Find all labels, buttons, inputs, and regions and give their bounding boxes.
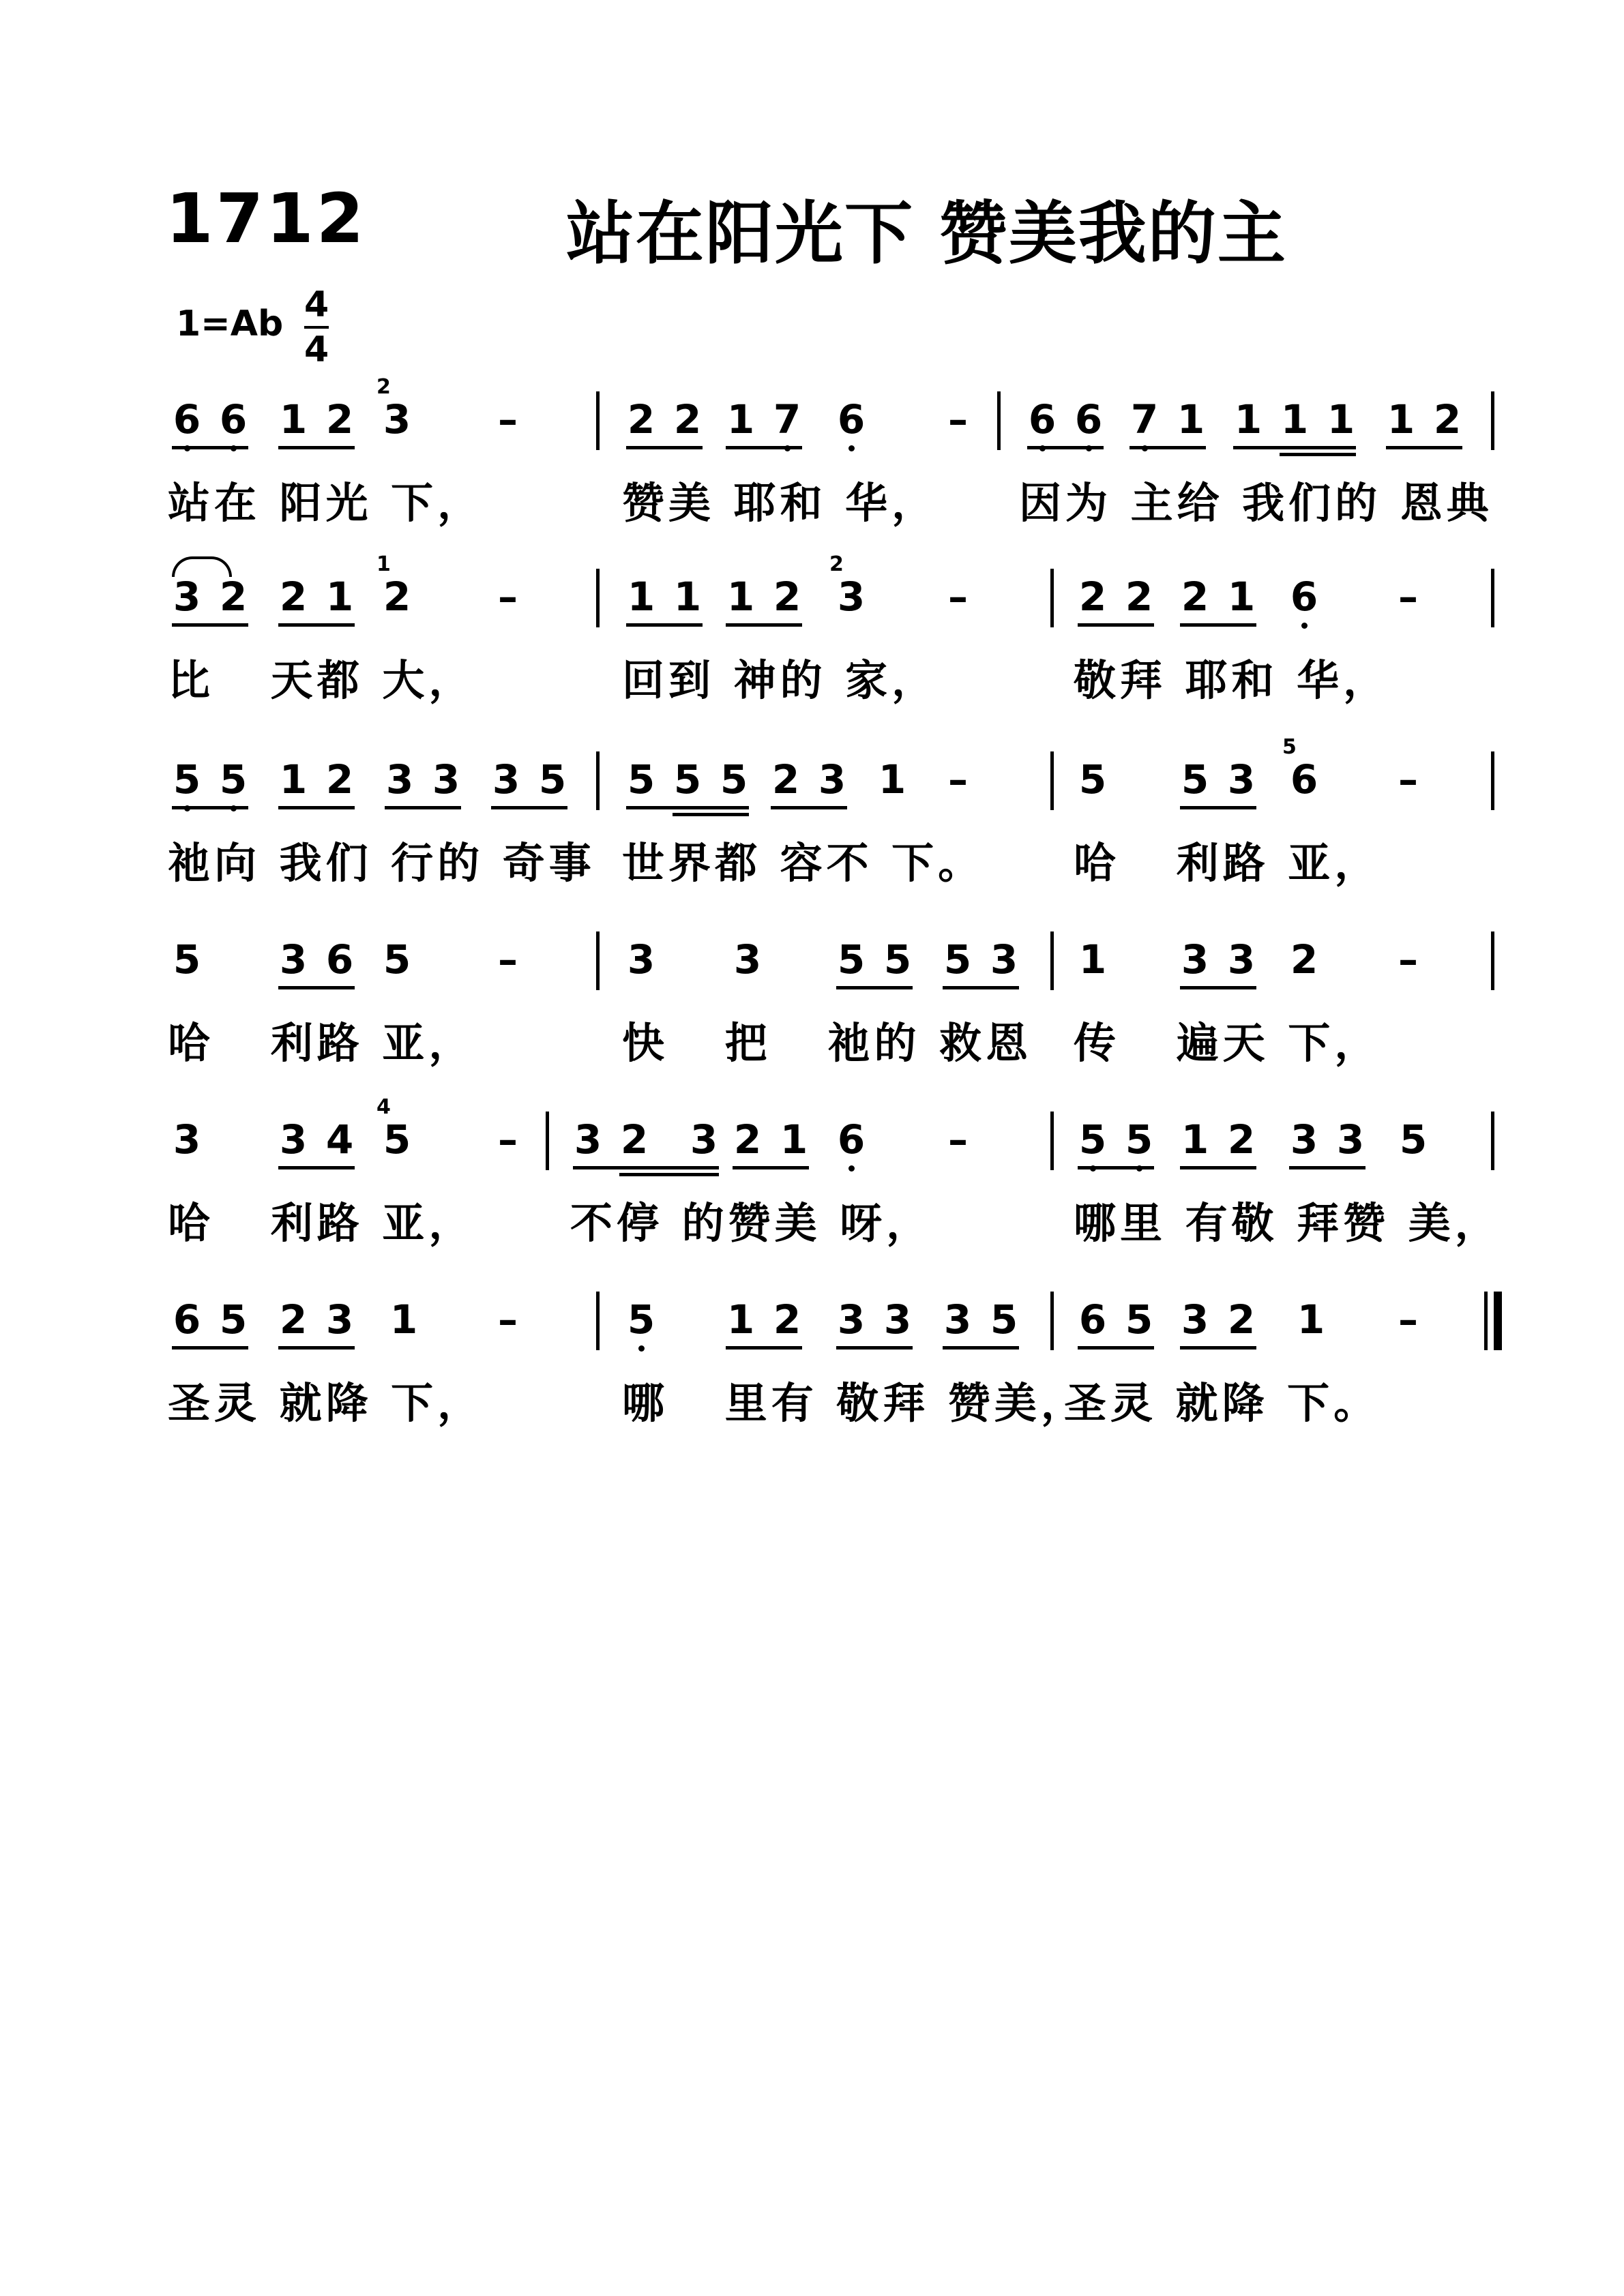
underline-beam — [726, 446, 802, 449]
barline — [1491, 391, 1494, 450]
grace-note: 2 — [377, 375, 391, 399]
note: 2 — [773, 573, 801, 620]
barline — [1491, 931, 1494, 990]
note: 3 — [279, 936, 308, 983]
note: 3 — [818, 756, 846, 803]
note: 2 — [627, 396, 655, 443]
note: 1 — [1387, 396, 1415, 443]
note: 1 — [1177, 396, 1205, 443]
note: 7 — [773, 396, 801, 443]
note: 1 — [1297, 1296, 1325, 1343]
note: 3 — [690, 1116, 718, 1163]
lyric-segment: 哈 利路 亚， — [168, 1198, 475, 1248]
note: 2 — [771, 756, 800, 803]
note: 2 — [620, 1116, 649, 1163]
note: 3 — [733, 936, 762, 983]
note: 3 — [574, 1116, 602, 1163]
note: 2 — [1433, 396, 1462, 443]
note: 6 — [837, 396, 866, 443]
note: 5 — [383, 1116, 411, 1163]
note: 3 — [492, 756, 520, 803]
barline — [997, 391, 1001, 450]
note: 4 — [325, 1116, 354, 1163]
barline — [596, 931, 600, 990]
note: 5 — [1078, 756, 1107, 803]
grace-note: 1 — [377, 552, 391, 576]
note: 3 — [432, 756, 460, 803]
note: 6 — [1074, 396, 1103, 443]
barline — [596, 391, 600, 450]
lyric-segment: 祂向 我们 行的 奇事 — [168, 838, 595, 888]
note: 1 — [627, 573, 655, 620]
underline-beam — [278, 1346, 355, 1350]
underline-beam — [491, 806, 567, 809]
note: 5 — [1125, 1296, 1153, 1343]
note: 5 — [990, 1296, 1018, 1343]
underline-beam — [1280, 453, 1356, 456]
lyric-segment: 传 遍天 下， — [1074, 1018, 1381, 1068]
grace-note: 5 — [1282, 735, 1297, 759]
final-barline-thick — [1494, 1292, 1502, 1350]
note: 2 — [1078, 573, 1107, 620]
note: 3 — [173, 573, 201, 620]
key-signature: 1=Ab — [176, 303, 284, 344]
note: 3 — [1227, 756, 1256, 803]
barline — [1050, 1112, 1054, 1170]
grace-note: 2 — [829, 552, 844, 576]
sustain-dash: – — [948, 573, 968, 620]
sustain-dash: – — [948, 396, 968, 443]
sustain-dash: – — [498, 1296, 518, 1343]
note: 5 — [837, 936, 866, 983]
note: 1 — [389, 1296, 418, 1343]
note: 1 — [878, 756, 906, 803]
hymn-title: 站在阳光下 赞美我的主 — [566, 194, 1287, 273]
lyric-segment: 哈 利路 亚， — [1074, 838, 1381, 888]
note: 1 — [1078, 936, 1107, 983]
note: 3 — [837, 573, 866, 620]
note: 5 — [1181, 756, 1209, 803]
lyric-segment: 赞美 耶和 华， — [622, 478, 939, 528]
lyric-segment: 哪 里有 敬拜 赞美， — [622, 1378, 1087, 1428]
underline-beam — [1130, 446, 1206, 449]
note: 1 — [1227, 573, 1256, 620]
underline-beam — [626, 806, 749, 809]
note: 3 — [1181, 1296, 1209, 1343]
sustain-dash: – — [948, 1116, 968, 1163]
sustain-dash: – — [948, 756, 968, 803]
barline — [1491, 751, 1494, 810]
note: 2 — [1181, 573, 1209, 620]
note: 6 — [219, 396, 248, 443]
note: 1 — [726, 396, 755, 443]
underline-beam — [1180, 986, 1256, 989]
underline-beam — [1180, 623, 1256, 627]
note: 5 — [627, 756, 655, 803]
underline-beam — [1180, 806, 1256, 809]
note: 1 — [325, 573, 354, 620]
underline-beam — [619, 1173, 719, 1176]
note: 5 — [720, 756, 748, 803]
note: 3 — [279, 1116, 308, 1163]
barline — [1050, 1292, 1054, 1350]
score-row-3 — [0, 735, 1624, 933]
note: 2 — [325, 756, 354, 803]
underline-beam — [278, 446, 355, 449]
barline — [1050, 751, 1054, 810]
note: 5 — [1399, 1116, 1428, 1163]
underline-beam — [172, 446, 248, 449]
note: 2 — [279, 1296, 308, 1343]
note: 6 — [173, 1296, 201, 1343]
note: 2 — [1125, 573, 1153, 620]
underline-beam — [385, 806, 461, 809]
note: 3 — [837, 1296, 866, 1343]
note: 3 — [943, 1296, 972, 1343]
underline-beam — [726, 623, 802, 627]
note: 5 — [943, 936, 972, 983]
sustain-dash: – — [1398, 756, 1418, 803]
underline-beam — [1180, 1166, 1256, 1169]
note: 5 — [1078, 1116, 1107, 1163]
barline — [546, 1112, 549, 1170]
note: 2 — [1290, 936, 1318, 983]
lyric-segment: 比 天都 大， — [168, 655, 475, 705]
note: 2 — [1227, 1296, 1256, 1343]
note: 3 — [883, 1296, 912, 1343]
underline-beam — [943, 986, 1019, 989]
note: 5 — [883, 936, 912, 983]
note: 6 — [173, 396, 201, 443]
underline-beam — [172, 806, 248, 809]
underline-beam — [1078, 1166, 1154, 1169]
meter-bottom: 4 — [304, 329, 329, 370]
note: 1 — [1181, 1116, 1209, 1163]
underline-beam — [1233, 446, 1356, 449]
note: 1 — [780, 1116, 808, 1163]
lyric-segment: 快 把 祂的 救恩 — [622, 1018, 1033, 1068]
barline — [1491, 1112, 1494, 1170]
barline — [1050, 931, 1054, 990]
note: 3 — [1336, 1116, 1365, 1163]
note: 2 — [673, 396, 702, 443]
sustain-dash: – — [498, 1116, 518, 1163]
barline — [596, 751, 600, 810]
note: 3 — [990, 936, 1018, 983]
underline-beam — [673, 813, 749, 816]
meter-top: 4 — [304, 284, 329, 325]
sustain-dash: – — [1398, 1296, 1418, 1343]
underline-beam — [172, 1346, 248, 1350]
lyric-segment: 世界都 容不 下。 — [622, 838, 985, 888]
hymn-number: 1712 — [166, 179, 367, 258]
note: 1 — [673, 573, 702, 620]
lyric-segment: 圣灵 就降 下， — [168, 1378, 484, 1428]
note: 3 — [383, 396, 411, 443]
note: 2 — [383, 573, 411, 620]
underline-beam — [836, 1346, 913, 1350]
barline — [596, 569, 600, 627]
lyric-segment: 不停 的赞美 呀， — [570, 1198, 933, 1248]
underline-beam — [771, 806, 847, 809]
lyric-segment: 站在 阳光 下， — [168, 478, 484, 528]
sustain-dash: – — [1398, 573, 1418, 620]
note: 3 — [1227, 936, 1256, 983]
note: 6 — [325, 936, 354, 983]
note: 1 — [1327, 396, 1355, 443]
note: 5 — [627, 1296, 655, 1343]
note: 3 — [1181, 936, 1209, 983]
note: 1 — [1280, 396, 1309, 443]
final-barline-thin — [1484, 1292, 1488, 1350]
note: 2 — [1227, 1116, 1256, 1163]
score-row-6 — [0, 1296, 1624, 1473]
underline-beam — [1386, 446, 1462, 449]
lyric-segment: 回到 神的 家， — [622, 655, 939, 705]
grace-note: 4 — [377, 1095, 391, 1119]
note: 5 — [219, 1296, 248, 1343]
note: 6 — [1078, 1296, 1107, 1343]
score-row-1 — [0, 375, 1624, 573]
note: 5 — [219, 756, 248, 803]
underline-beam — [278, 1166, 355, 1169]
underline-beam — [278, 986, 355, 989]
note: 5 — [1125, 1116, 1153, 1163]
score-row-4 — [0, 936, 1624, 1113]
note: 1 — [726, 573, 755, 620]
lyric-segment: 因为 主给 我们的 恩典 — [1019, 478, 1493, 528]
note: 2 — [325, 396, 354, 443]
lyric-segment: 哪里 有敬 拜赞 美， — [1074, 1198, 1501, 1248]
note: 7 — [1130, 396, 1159, 443]
note: 6 — [1028, 396, 1057, 443]
score-row-5 — [0, 1095, 1624, 1293]
underline-beam — [278, 806, 355, 809]
note: 1 — [726, 1296, 755, 1343]
underline-beam — [573, 1166, 719, 1169]
note: 2 — [279, 573, 308, 620]
note: 1 — [279, 756, 308, 803]
note: 5 — [538, 756, 567, 803]
barline — [596, 1292, 600, 1350]
note: 5 — [383, 936, 411, 983]
lyric-segment: 圣灵 就降 下。 — [1064, 1378, 1381, 1428]
note: 5 — [673, 756, 702, 803]
underline-beam — [726, 1346, 802, 1350]
score-row-2 — [0, 552, 1624, 750]
underline-beam — [733, 1166, 809, 1169]
sustain-dash: – — [498, 396, 518, 443]
underline-beam — [943, 1346, 1019, 1350]
time-signature — [304, 285, 329, 370]
note: 2 — [219, 573, 248, 620]
note: 1 — [1234, 396, 1263, 443]
sustain-dash: – — [498, 573, 518, 620]
note: 5 — [173, 936, 201, 983]
underline-beam — [1027, 446, 1104, 449]
lyric-segment: 敬拜 耶和 华， — [1074, 655, 1390, 705]
note: 3 — [173, 1116, 201, 1163]
barline — [1050, 569, 1054, 627]
underline-beam — [836, 986, 913, 989]
barline — [1491, 569, 1494, 627]
underline-beam — [626, 623, 703, 627]
underline-beam — [626, 446, 703, 449]
note: 3 — [325, 1296, 354, 1343]
note: 5 — [173, 756, 201, 803]
note: 6 — [837, 1116, 866, 1163]
note: 3 — [1290, 1116, 1318, 1163]
underline-beam — [278, 623, 355, 627]
notation-mark — [304, 326, 329, 329]
note: 3 — [385, 756, 414, 803]
underline-beam — [1289, 1166, 1365, 1169]
underline-beam — [1078, 623, 1154, 627]
note: 3 — [627, 936, 655, 983]
underline-beam — [1180, 1346, 1256, 1350]
note: 6 — [1290, 573, 1318, 620]
lyric-segment: 哈 利路 亚， — [168, 1018, 475, 1068]
underline-beam — [1078, 1346, 1154, 1350]
note: 2 — [773, 1296, 801, 1343]
underline-beam — [172, 623, 248, 627]
note: 1 — [279, 396, 308, 443]
note: 6 — [1290, 756, 1318, 803]
sustain-dash: – — [498, 936, 518, 983]
sustain-dash: – — [1398, 936, 1418, 983]
note: 2 — [733, 1116, 762, 1163]
